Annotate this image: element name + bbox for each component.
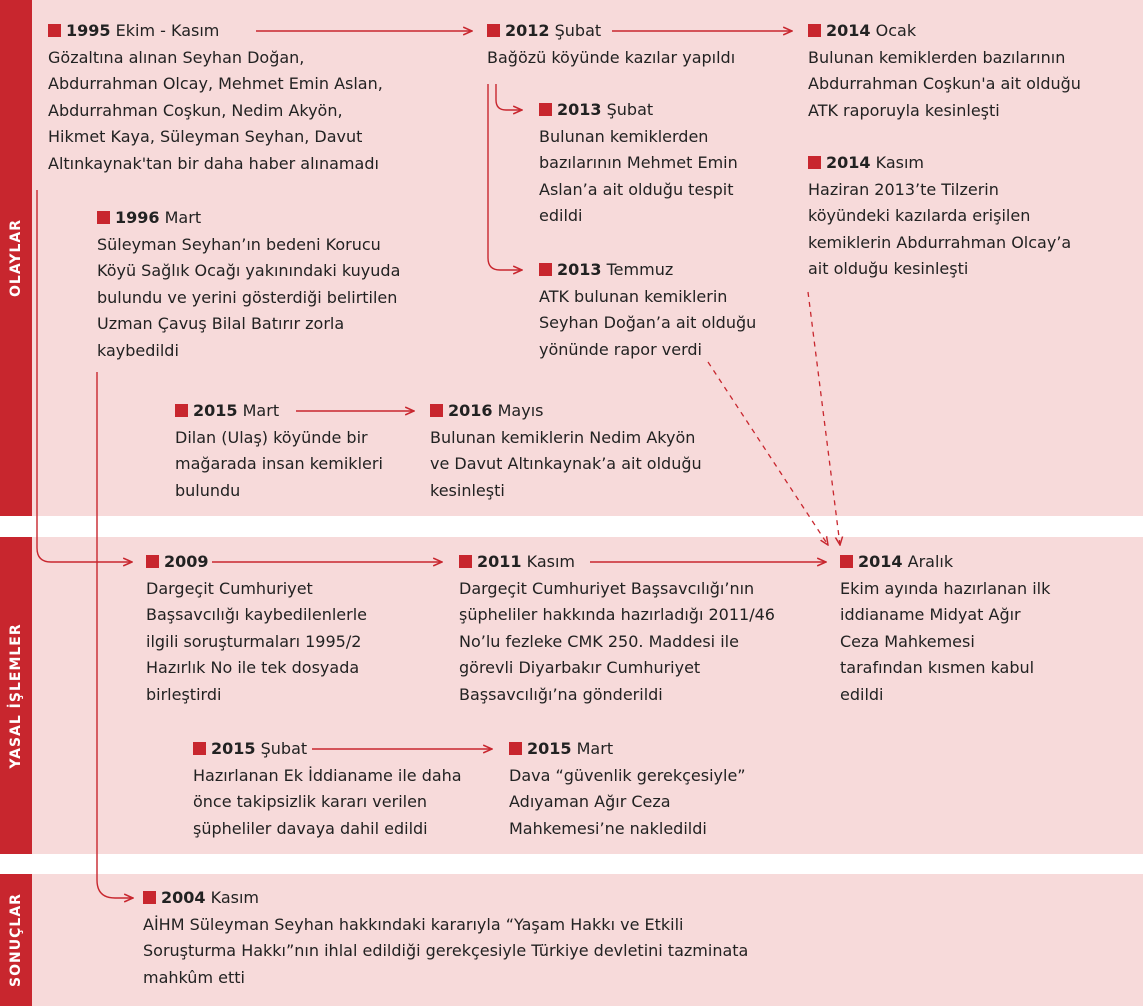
bullet-square-icon [487, 24, 500, 37]
event-text: Bulunan kemiklerden bazılarının Abdurrahman Coşkun'a ait olduğu ATK raporuyla kesinleşti [808, 47, 1081, 120]
event-month: Şubat [260, 739, 308, 758]
event-text: Dilan (Ulaş) köyünde bir mağarada insan kemikleri bulundu [175, 427, 383, 500]
event-year: 2015 [527, 739, 572, 758]
bullet-square-icon [430, 404, 443, 417]
event-year: 2013 [557, 100, 602, 119]
event-month: Kasım [875, 153, 925, 172]
section-label-legal: YASAL İŞLEMLER [8, 622, 24, 769]
dashed-arrow-2014k-2014a [808, 292, 840, 545]
event-year: 1995 [66, 21, 111, 40]
legal-2011 [459, 549, 775, 708]
event-text: Hazırlanan Ek İddianame ile daha önce takipsizlik kararı verilen şüpheliler davaya dahil edildi [193, 765, 462, 838]
event-month: Kasım [210, 888, 260, 907]
event-text: Bulunan kemiklerden bazılarının Mehmet Emin Aslan’a ait olduğu tespit edildi [539, 126, 738, 225]
event-year: 2004 [161, 888, 206, 907]
section-label-events: OLAYLAR [8, 219, 24, 297]
event-year: 2016 [448, 401, 493, 420]
event-month: Ekim - Kasım [115, 21, 220, 40]
bullet-square-icon [175, 404, 188, 417]
event-month: Kasım [526, 552, 576, 571]
event-year: 2015 [193, 401, 238, 420]
arrow-1996-2004 [97, 372, 133, 898]
event-2016 [430, 398, 702, 504]
arrow-2012-2013s [496, 84, 522, 110]
arrow-2012-2013t [488, 84, 522, 270]
bullet-square-icon [459, 555, 472, 568]
event-month: Mart [164, 208, 202, 227]
event-month: Şubat [606, 100, 654, 119]
event-year: 2009 [164, 552, 209, 571]
legal-2009 [146, 549, 367, 708]
bullet-square-icon [97, 211, 110, 224]
event-month: Şubat [554, 21, 602, 40]
event-1996 [97, 205, 400, 364]
event-text: Bulunan kemiklerin Nedim Akyön ve Davut Altınkaynak’a ait olduğu kesinleşti [430, 427, 702, 500]
event-2012 [487, 18, 735, 71]
legal-2014-aralik [840, 549, 1050, 708]
event-year: 1996 [115, 208, 160, 227]
event-month: Temmuz [606, 260, 674, 279]
event-2015-mart [175, 398, 383, 504]
bullet-square-icon [808, 24, 821, 37]
event-year: 2014 [826, 21, 871, 40]
event-2014-kasim [808, 150, 1071, 283]
bullet-square-icon [539, 103, 552, 116]
event-year: 2014 [826, 153, 871, 172]
event-year: 2015 [211, 739, 256, 758]
event-text: Bağözü köyünde kazılar yapıldı [487, 47, 736, 67]
event-month: Mart [242, 401, 280, 420]
result-2004 [143, 885, 748, 991]
bullet-square-icon [193, 742, 206, 755]
bullet-square-icon [539, 263, 552, 276]
bullet-square-icon [146, 555, 159, 568]
event-text: Süleyman Seyhan’ın bedeni Korucu Köyü Sağlık Ocağı yakınındaki kuyuda bulundu ve yerini gösterdiği belirtilen Uzman Çavuş Bilal Batırır zorla kaybedildi [97, 234, 401, 360]
bullet-square-icon [808, 156, 821, 169]
bullet-square-icon [840, 555, 853, 568]
event-text: ATK bulunan kemiklerin Seyhan Doğan’a ait olduğu yönünde rapor verdi [539, 286, 757, 359]
legal-2015-subat [193, 736, 462, 842]
legal-2015-mart [509, 736, 746, 842]
bullet-square-icon [143, 891, 156, 904]
bullet-square-icon [509, 742, 522, 755]
event-month: Ocak [875, 21, 917, 40]
event-2013-subat [539, 97, 738, 230]
event-text: Dava “güvenlik gerekçesiyle” Adıyaman Ağır Ceza Mahkemesi’ne nakledildi [509, 765, 746, 838]
section-label-results: SONUÇLAR [8, 893, 24, 987]
dashed-arrow-2013t-2014a [708, 362, 828, 545]
event-text: Ekim ayında hazırlanan ilk iddianame Midyat Ağır Ceza Mahkemesi tarafından kısmen kabul edildi [840, 578, 1051, 704]
event-year: 2012 [505, 21, 550, 40]
bullet-square-icon [48, 24, 61, 37]
event-2013-temmuz [539, 257, 756, 363]
event-month: Aralık [907, 552, 954, 571]
event-year: 2011 [477, 552, 522, 571]
event-year: 2014 [858, 552, 903, 571]
event-text: Gözaltına alınan Seyhan Doğan, Abdurrahman Olcay, Mehmet Emin Aslan, Abdurrahman Coşkun, Nedim Akyön, Hikmet Kaya, Süleyman Seyhan, Davut Altınkaynak'tan bir daha haber alınamadı [48, 47, 383, 173]
event-year: 2013 [557, 260, 602, 279]
event-text: AİHM Süleyman Seyhan hakkındaki kararıyla “Yaşam Hakkı ve Etkili Soruşturma Hakkı”nın ihlal edildiği gerekçesiyle Türkiye devletini tazminata mahkûm etti [143, 914, 749, 987]
event-month: Mart [576, 739, 614, 758]
event-text: Dargeçit Cumhuriyet Başsavcılığı’nın şüpheliler hakkında hazırladığı 2011/46 No’lu fezleke CMK 250. Maddesi ile görevli Diyarbakır Cumhuriyet Başsavcılığı’na gönderildi [459, 578, 775, 704]
event-month: Mayıs [497, 401, 544, 420]
event-2014-ocak [808, 18, 1081, 124]
event-text: Haziran 2013’te Tilzerin köyündeki kazılarda erişilen kemiklerin Abdurrahman Olcay’a ait olduğu kesinleşti [808, 179, 1072, 278]
event-text: Dargeçit Cumhuriyet Başsavcılığı kaybedilenlerle ilgili soruşturmaları 1995/2 Hazırlık No ile tek dosyada birleştirdi [146, 578, 367, 704]
event-1995 [48, 18, 383, 177]
